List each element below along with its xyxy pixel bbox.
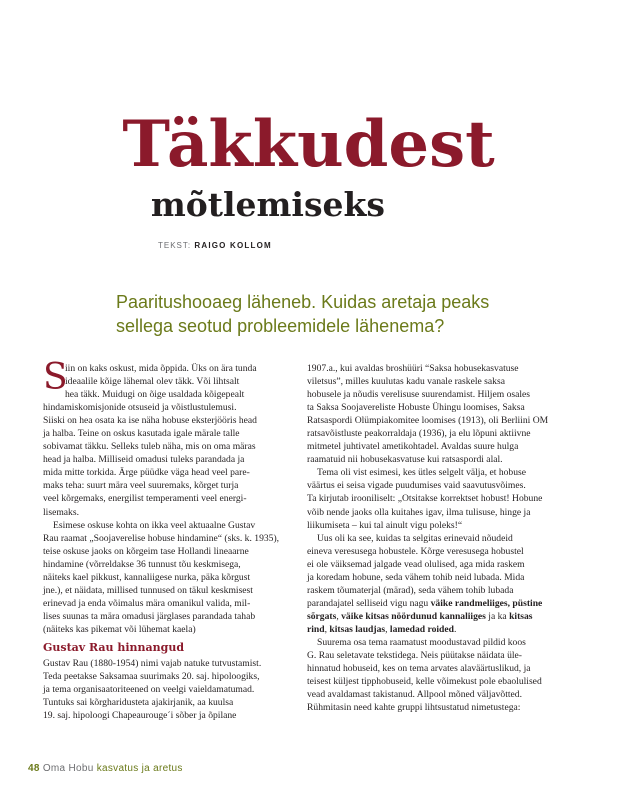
text-run: , xyxy=(385,623,390,635)
bold-phrase: sõrgats xyxy=(307,610,337,622)
text-run: veel kõrgemaks, energilist temperamenti veel energi- xyxy=(43,493,247,505)
text-line xyxy=(307,466,547,479)
section-name: kasvatus ja aretus xyxy=(96,763,183,774)
text-run: ja koredam hobune, seda vähem tohib neid lubada. Mida xyxy=(307,571,525,583)
text-run: maks teha: suurt mära veel suuremaks, kõrget turja xyxy=(43,480,239,492)
text-run: erinevad ja enda võimalus mära omanikul valida, mil- xyxy=(43,597,251,609)
text-line xyxy=(307,662,547,675)
text-line xyxy=(307,492,547,505)
text-line xyxy=(307,388,547,401)
text-line xyxy=(43,623,278,636)
article-subtitle: mõtlemiseks xyxy=(150,185,385,224)
right-column xyxy=(307,362,547,714)
text-run: sobivamat täkku. Selleks tuleb näha, mis on oma märas xyxy=(43,441,256,453)
text-line xyxy=(307,375,547,388)
bold-phrase: lamedad roided xyxy=(389,623,454,635)
text-run: ratsavõistluste peakorraldaja (1936), ja elu lõpuni aktiivne xyxy=(307,428,531,440)
text-line xyxy=(307,506,547,519)
text-line xyxy=(307,584,547,597)
text-run: eineva veresusega hobustele. Kõrge veresusega hobustel xyxy=(307,545,524,557)
text-line xyxy=(307,623,547,636)
text-run: teisest küljest tipphobuseid, kelle võimekust pole ebaolulised xyxy=(307,676,542,688)
text-line xyxy=(43,558,278,571)
text-run: parandajatel selliseid vigu nagu xyxy=(307,597,431,609)
text-run: võib nende jaoks olla kuitahes igav, ilma tulisuse, hinge ja xyxy=(307,506,531,518)
text-run: Tema oli vist esimesi, kes ütles selgelt välja, et hobuse xyxy=(317,467,527,479)
text-line xyxy=(43,466,278,479)
text-run: , xyxy=(336,610,342,622)
text-run: raskem tõumaterjal (märad), seda vähem tohib lubada xyxy=(307,584,514,596)
text-line xyxy=(43,584,278,597)
text-line xyxy=(307,401,547,414)
text-run: Rühmitasin need kahte gruppi lihtsustatud nimetustega: xyxy=(307,702,521,714)
text-line xyxy=(43,388,278,401)
text-line xyxy=(307,519,547,532)
text-line xyxy=(43,414,278,427)
text-run: hea täkk. Muidugi on õige usaldada kõigepealt xyxy=(65,389,245,401)
text-line xyxy=(43,427,278,440)
lead-line: sellega seotud probleemidele lähenema? xyxy=(116,316,445,336)
text-run: hinnatud hobuseid, kes on tema arvates alaväärtuslikud, ja xyxy=(307,663,531,675)
text-line xyxy=(307,571,547,584)
byline-author: RAIGO KOLLOM xyxy=(194,241,272,250)
text-run: , xyxy=(324,623,330,635)
text-line xyxy=(43,506,278,519)
text-run: Esimese oskuse kohta on ikka veel aktuaalne Gustav xyxy=(53,519,256,531)
text-line xyxy=(307,427,547,440)
text-run: G. Rau seletavate tekstidega. Neis püütakse näidata üle- xyxy=(307,650,522,662)
text-run: Ta kirjutab irooniliselt: „Otsitakse korrektset hobust! Hobune xyxy=(307,493,543,505)
text-run: viletsus”, milles kuulutas kadu vanale raskele saksa xyxy=(307,376,505,388)
text-line xyxy=(307,532,547,545)
bold-phrase: väike randmeliiges, püstine xyxy=(430,597,543,609)
lead-paragraph xyxy=(116,290,516,338)
text-line xyxy=(43,479,278,492)
text-line: Gustav Rau (1880-1954) nimi vajab natuke tutvustamist. xyxy=(43,658,262,670)
text-run: liikumiseta – kui tal ainult vigu poleks!“ xyxy=(307,519,463,531)
text-run: lisemaks. xyxy=(43,506,79,518)
text-run: ideaalile kõige lähemal olev täkk. Või lihtsalt xyxy=(65,376,240,388)
text-line xyxy=(307,453,547,466)
text-line: Tuntuks sai kõrgharidusteta ajakirjanik, aa kuulsa xyxy=(43,697,234,709)
text-line xyxy=(43,597,278,610)
text-line xyxy=(307,545,547,558)
text-run: (näiteks kas pikemat või lühemat kaela) xyxy=(43,623,196,635)
text-run: 1907.a., kui avaldas broshüüri “Saksa hobusekasvatuse xyxy=(307,363,519,374)
text-run: Siiski on hea osata ka ise näha hobuse eksterjööris head xyxy=(43,415,257,427)
page-footer xyxy=(28,763,183,774)
text-run: Uus oli ka see, kuidas ta selgitas erinevaid nõudeid xyxy=(317,532,513,544)
text-run: vead avaldamast takistanud. Allpool mõned väljavõtted. xyxy=(307,689,523,701)
text-line xyxy=(307,597,547,610)
lead-line: Paaritushooaeg läheneb. Kuidas aretaja peaks xyxy=(116,292,490,312)
bold-phrase: rind xyxy=(307,623,325,635)
byline-label: TEKST: xyxy=(158,241,192,250)
text-run: mitmetel juhtivatel ametikohtadel. Avaldas suure hulga xyxy=(307,441,519,453)
text-run: Rau raamat „Soojaverelise hobuse hindamine“ (sks. k. 1935), xyxy=(43,532,280,544)
section-heading: Gustav Rau hinnangud xyxy=(43,640,185,654)
text-line xyxy=(43,532,278,545)
text-line xyxy=(307,610,547,623)
page-number: 48 xyxy=(28,763,40,774)
text-line xyxy=(43,362,278,375)
text-line xyxy=(43,610,278,623)
text-run: . xyxy=(453,623,457,635)
text-line xyxy=(307,688,547,701)
text-line xyxy=(43,492,278,505)
text-run: lises suunas ta mära omadusi järglases parandada tahab xyxy=(43,610,256,622)
text-run: teise oskuse jaoks on kõrgeim tase Hollandi lineaarne xyxy=(43,545,249,557)
text-run: hindamiskomisjonide otsuseid ja võistlustulemusi. xyxy=(43,402,237,414)
text-line xyxy=(43,519,278,532)
text-line xyxy=(43,571,278,584)
text-run: ja ka xyxy=(485,610,510,622)
text-line xyxy=(307,701,547,714)
bold-phrase: kitsas xyxy=(509,610,533,622)
text-line: 19. saj. hipoloogi Chapeaurouge´i sõber ja õpilane xyxy=(43,710,237,722)
text-line xyxy=(43,401,278,414)
text-line xyxy=(43,545,278,558)
left-column xyxy=(43,357,280,722)
text-run: ja halba. Teine on oskus kasutada igale märale talle xyxy=(43,428,240,440)
text-line xyxy=(43,375,278,388)
text-run: raamatuid nii hobusekasvatuse kui ratsaspordi alal. xyxy=(307,454,503,466)
text-line xyxy=(307,440,547,453)
text-run: Suurema osa tema raamatust moodustavad pildid koos xyxy=(317,636,526,648)
text-run: ei ole väiksemad jalgade vead olulised, aga mida raskem xyxy=(307,558,525,570)
text-run: väärtus ei seisa vigade puudumises vaid saavutusvõimes. xyxy=(307,480,526,492)
text-run: hobusele ja nõudis verelisuse suurendamist. Hiljem osales xyxy=(307,389,531,401)
magazine-name: Oma Hobu xyxy=(42,763,94,774)
byline xyxy=(158,241,272,250)
text-run: näiteks kael pikkust, kannaliigese nurka, päka kõrgust xyxy=(43,571,251,583)
text-line xyxy=(307,649,547,662)
text-run: hindamine (võrreldakse 36 tunnust tõu keskmisega, xyxy=(43,558,241,570)
bold-phrase: kitsas laudjas xyxy=(329,623,386,635)
text-run: iin on kaks oskust, mida õppida. Üks on ära tunda xyxy=(65,363,257,374)
text-line: Teda peetakse Saksamaa suurimaks 20. saj. hipoloogiks, xyxy=(43,671,260,683)
text-run: mida mitte torkida. Ärge püüdke väga head veel pare- xyxy=(43,467,250,479)
text-line: ja tema organisaatoriteened on veelgi vaieldamatumad. xyxy=(43,684,255,696)
right-column-body xyxy=(307,362,547,714)
text-line xyxy=(43,440,278,453)
text-line xyxy=(307,558,547,571)
text-line xyxy=(43,453,278,466)
text-line xyxy=(307,675,547,688)
text-run: ta Saksa Soojavereliste Hobuste Ühingu loomises, Saksa xyxy=(307,402,525,414)
drop-cap: S xyxy=(43,357,68,398)
text-line xyxy=(307,414,547,427)
text-line xyxy=(307,636,547,649)
text-line xyxy=(307,479,547,492)
text-run: jne.), et näidata, millised tunnused on täkul keskmisest xyxy=(43,584,253,596)
text-line xyxy=(307,362,547,375)
article-title: Täkkudest xyxy=(122,107,495,182)
text-run: head ja halba. Milliseid omadusi tuleks parandada ja xyxy=(43,454,245,466)
bold-phrase: väike kitsas nöördunud kannaliiges xyxy=(341,610,486,622)
left-column-body-2 xyxy=(43,657,278,722)
text-run: Ratsaspordi Olümpiakomitee loomises (1913), oli Berliini OM xyxy=(307,415,549,427)
left-column-body xyxy=(43,357,280,636)
